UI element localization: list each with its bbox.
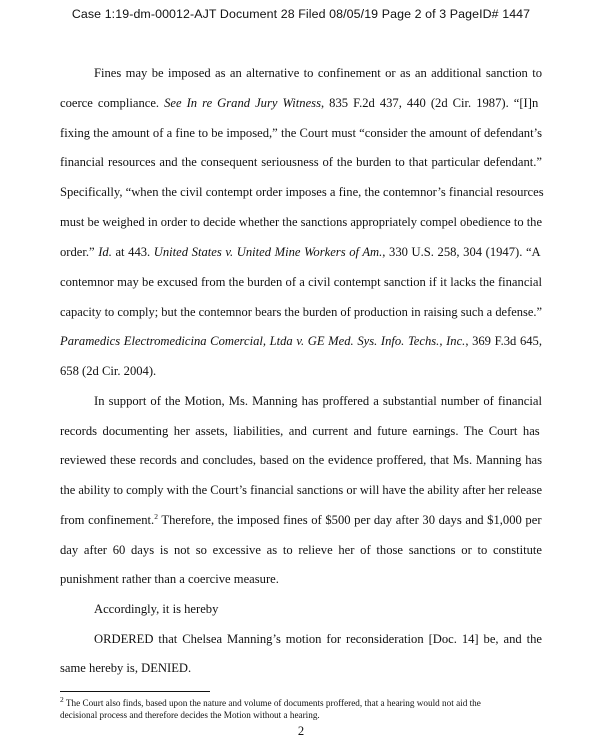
footnote-line: decisional process and therefore decides the Motion without a hearing. xyxy=(60,710,320,720)
footnote-divider xyxy=(60,691,210,692)
footnote-line: $^2$ The Court also finds, based upon the nature and volume of documents proffered, that a hearing would not aid the xyxy=(60,694,481,708)
text-line: the ability to comply with the Court’s financial sanctions or will have the ability after her release xyxy=(60,483,542,497)
text-line: capacity to comply; but the contemnor bears the burden of production in raising such a defense.” xyxy=(60,305,542,319)
text-line: from confinement.$^2$ Therefore, the imposed fines of $500 per day after 30 days and $1,000 per xyxy=(60,511,542,527)
text-line: same hereby is, DENIED. xyxy=(60,661,192,675)
footnote-ref: 2 xyxy=(60,694,64,704)
text-line: records documenting her assets, liabilities, and current and future earnings. The Court has xyxy=(60,424,540,438)
footnote-ref: 2 xyxy=(154,511,158,521)
text-line: Specifically, “when the civil contempt order imposes a fine, the contemnor’s financial resources xyxy=(60,185,544,199)
text-line: punishment rather than a coercive measure. xyxy=(60,572,279,586)
text-line: financial resources and the consequent seriousness of the burden to that particular defendant.” xyxy=(60,155,542,169)
text-line: order.” Id. at 443. United States v. United Mine Workers of Am., 330 U.S. 258, 304 (1947). “A xyxy=(60,245,541,259)
text-line: coerce compliance. See In re Grand Jury Witness, 835 F.2d 437, 440 (2d Cir. 1987). “[I]n xyxy=(60,96,539,110)
text-line: must be weighed in order to decide whether the sanctions appropriately compel obedience to the xyxy=(60,215,542,229)
text-line: reviewed these records and concludes, based on the evidence proffered, that Ms. Manning has xyxy=(60,453,542,467)
text-line: day after 60 days is not so excessive as to relieve her of those sanctions or to constitute xyxy=(60,543,542,557)
text-line: contemnor may be excused from the burden of a civil contempt sanction if it lacks the financial xyxy=(60,275,542,289)
text-line: 658 (2d Cir. 2004). xyxy=(60,364,157,378)
page-number: 2 xyxy=(297,724,305,738)
text-line: Paramedics Electromedicina Comercial, Ltda v. GE Med. Sys. Info. Techs., Inc., 369 F.3d 645, xyxy=(60,334,542,348)
text-line: In support of the Motion, Ms. Manning has proffered a substantial number of financial xyxy=(94,394,542,408)
text-line: Accordingly, it is hereby xyxy=(94,602,219,616)
text-line: ORDERED that Chelsea Manning’s motion for reconsideration [Doc. 14] be, and the xyxy=(94,632,542,646)
text-line: Fines may be imposed as an alternative to confinement or as an additional sanction to xyxy=(94,66,542,80)
text-line: fixing the amount of a fine to be imposed,” the Court must “consider the amount of defendant’s xyxy=(60,126,542,140)
case-header: Case 1:19-dm-00012-AJT Document 28 Filed 08/05/19 Page 2 of 3 PageID# 1447 xyxy=(71,7,531,21)
